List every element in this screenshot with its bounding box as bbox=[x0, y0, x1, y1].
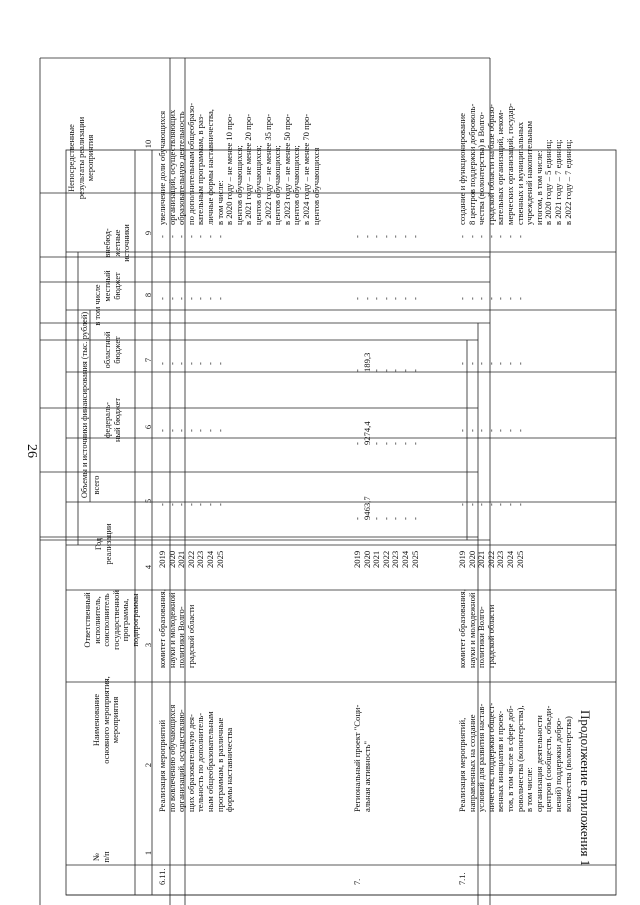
row-2-name-line: нений) поддержки добро- bbox=[552, 717, 563, 812]
row-0-result-line: вательным программам, в раз- bbox=[195, 113, 206, 225]
row-0-local-line: - bbox=[214, 297, 225, 300]
header-federal: федераль- ный бюджет bbox=[103, 397, 122, 443]
row-1-extra-line: - bbox=[352, 235, 362, 238]
row-0-local-line: - bbox=[195, 297, 206, 300]
header-total: всего bbox=[92, 475, 101, 495]
header-including: в том числе bbox=[93, 284, 102, 326]
row-2-local-line: - bbox=[457, 297, 467, 300]
row-2-total-line: - bbox=[457, 503, 467, 506]
row-6-11-num: 6.11. bbox=[158, 868, 167, 885]
row-0-result-line: центов обучающихся; bbox=[272, 145, 283, 225]
row-0-name-line: организаций, осуществляю- bbox=[176, 709, 187, 812]
row-1-years-line: 2020 bbox=[361, 550, 372, 568]
row-0-result-line: в 2024 году – не менее 70 про- bbox=[300, 113, 311, 225]
row-0-regional-line: - bbox=[195, 362, 206, 365]
row-0-name-line: щих образовательную дея- bbox=[185, 714, 196, 812]
row-0-total-line: - bbox=[166, 503, 177, 506]
row-0-local-line: - bbox=[176, 297, 187, 300]
row-0-name-line: тельность по дополнитель- bbox=[195, 712, 206, 812]
row-1-local-line: - bbox=[399, 297, 410, 300]
row-0-total-line: - bbox=[176, 503, 187, 506]
row-1-years-line: 2019 bbox=[352, 550, 362, 568]
row-2-executor-line: градской области bbox=[485, 604, 496, 668]
row-0-executor-line: градской области bbox=[185, 604, 196, 668]
row-0-name-line: формы наставничества bbox=[224, 727, 235, 812]
row-2-extra-line: - bbox=[495, 235, 506, 238]
row-2-result-line: градской области на базе образо- bbox=[485, 104, 496, 225]
row-2-name-line: организация деятельности bbox=[533, 715, 544, 812]
row-0-result-line: организаций, осуществляющих bbox=[166, 109, 177, 225]
colnum-1: 1 bbox=[144, 850, 153, 856]
row-0-years-line: 2021 bbox=[176, 550, 187, 568]
row-2-regional-line: - bbox=[476, 362, 487, 365]
colnum-3: 3 bbox=[144, 642, 153, 648]
row-1-years-line: 2023 bbox=[390, 550, 401, 568]
row-2-extra-line: - bbox=[514, 235, 525, 238]
row-1-federal-line: - bbox=[352, 442, 362, 445]
row-2-total-line: - bbox=[504, 503, 515, 506]
row-2-extra-line: - bbox=[485, 235, 496, 238]
row-0-regional-line: - bbox=[204, 362, 215, 365]
row-2-years-line: 2021 bbox=[476, 550, 487, 568]
row-1-local-line: - bbox=[371, 297, 382, 300]
row-1-regional-line: - bbox=[399, 369, 410, 372]
row-1-local-line: - bbox=[380, 297, 391, 300]
row-0-result-line: центов обучающихся bbox=[310, 147, 321, 225]
row-0-executor-line: комитет образования, bbox=[157, 589, 167, 668]
row-2-federal-line: - bbox=[504, 429, 515, 432]
row-2-extra-line: - bbox=[504, 235, 515, 238]
header-executor: Ответственный исполнитель, соисполнитель государственной программы, подпрограммы bbox=[83, 590, 140, 650]
row-0-total-line: - bbox=[185, 503, 196, 506]
page-number: 26 bbox=[24, 444, 39, 458]
row-2-total-line: - bbox=[476, 503, 487, 506]
row-2-total-line: - bbox=[514, 503, 525, 506]
row-1-total-line: - bbox=[352, 517, 362, 520]
row-2-result-line: ственных и муниципальных bbox=[514, 121, 525, 225]
row-2-federal-line: - bbox=[514, 429, 525, 432]
row-2-federal-line: - bbox=[485, 429, 496, 432]
row-2-result-line: итогом, в том числе: bbox=[533, 150, 544, 225]
row-1-federal-line: - bbox=[380, 442, 391, 445]
row-0-years-line: 2022 bbox=[185, 550, 196, 568]
row-0-extra-line: - bbox=[195, 235, 206, 238]
row-0-result-line: образовательную деятельность bbox=[176, 111, 187, 225]
row-0-name-line: Реализация мероприятий bbox=[157, 719, 167, 812]
row-0-result-line: в 2021 году – не менее 20 про- bbox=[243, 113, 254, 225]
row-2-result-line: мерческих организаций, государ- bbox=[504, 103, 515, 225]
row-2-name-line: вольчества (волонтерства) bbox=[562, 716, 573, 812]
row-1-years-line: 2024 bbox=[399, 550, 410, 568]
row-0-result-line: по дополнительным общеобразо- bbox=[185, 102, 196, 225]
row-0-regional-line: - bbox=[157, 362, 167, 365]
row-2-extra-line: - bbox=[476, 235, 487, 238]
header-name: Наименование основного мероприятия, мероприятия bbox=[92, 676, 121, 764]
row-0-total-line: - bbox=[195, 503, 206, 506]
row-2-federal-line: - bbox=[457, 429, 467, 432]
row-2-result-line: 8 центров поддержки доброволь- bbox=[466, 103, 477, 225]
row-1-local-line: - bbox=[409, 297, 420, 300]
header-local: местный бюджет bbox=[103, 270, 122, 302]
row-1-total-line: - bbox=[371, 517, 382, 520]
row-0-regional-line: - bbox=[185, 362, 196, 365]
row-0-extra-line: - bbox=[214, 235, 225, 238]
row-0-result-line: в 2020 году – не менее 10 про- bbox=[224, 113, 235, 225]
row-2-total-line: - bbox=[485, 503, 496, 506]
row-2-extra-line: - bbox=[466, 235, 477, 238]
row-0-result-line: увеличение доли обучающихся bbox=[157, 110, 167, 225]
row-1-regional-line: - bbox=[380, 369, 391, 372]
row-2-years-line: 2019 bbox=[457, 550, 467, 568]
row-0-federal-line: - bbox=[185, 429, 196, 432]
row-1-local-line: - bbox=[352, 297, 362, 300]
row-0-total-line: - bbox=[214, 503, 225, 506]
row-1-extra-line: - bbox=[399, 235, 410, 238]
header-result: Непосредственные результаты реализации мероприятия bbox=[67, 116, 96, 200]
row-0-extra-line: - bbox=[157, 235, 167, 238]
row-2-years-line: 2024 bbox=[504, 550, 515, 568]
row-0-result-line: личные формы наставничества, bbox=[204, 109, 215, 225]
row-2-result-line: в 2020 году – 5 единиц; bbox=[543, 139, 554, 225]
row-0-federal-line: - bbox=[166, 429, 177, 432]
row-0-federal-line: - bbox=[214, 429, 225, 432]
row-0-executor-line: политики Волго- bbox=[176, 606, 187, 668]
row-2-regional-line: - bbox=[485, 362, 496, 365]
row-2-result-line: в 2021 году – 7 единиц; bbox=[552, 139, 563, 225]
row-0-local-line: - bbox=[204, 297, 215, 300]
row-2-regional-line: - bbox=[466, 362, 477, 365]
row-2-federal-line: - bbox=[495, 429, 506, 432]
row-2-executor-line: политики Волго- bbox=[476, 606, 487, 668]
row-0-federal-line: - bbox=[204, 429, 215, 432]
row-2-federal-line: - bbox=[466, 429, 477, 432]
row-7-num: 7. bbox=[353, 878, 362, 885]
row-0-federal-line: - bbox=[176, 429, 187, 432]
continuation-label: Продолжение приложения 1 bbox=[578, 710, 593, 867]
row-2-result-line: чества (волонтерства) в Волго- bbox=[476, 111, 487, 225]
row-2-name-line: в том числе: bbox=[524, 767, 535, 812]
row-1-federal-line: - bbox=[390, 442, 401, 445]
row-0-extra-line: - bbox=[166, 235, 177, 238]
row-0-federal-line: - bbox=[157, 429, 167, 432]
row-2-extra-line: - bbox=[457, 235, 467, 238]
row-1-federal-line: - bbox=[399, 442, 410, 445]
row-2-total-line: - bbox=[495, 503, 506, 506]
row-0-regional-line: - bbox=[176, 362, 187, 365]
row-0-result-line: центов обучающихся; bbox=[291, 145, 302, 225]
row-0-regional-line: - bbox=[166, 362, 177, 365]
row-2-local-line: - bbox=[504, 297, 515, 300]
row-0-name-line: ным общеобразовательным bbox=[204, 711, 215, 812]
header-extra: внебюд- жетные источники bbox=[103, 224, 132, 262]
row-2-local-line: - bbox=[495, 297, 506, 300]
row-2-years-line: 2020 bbox=[466, 550, 477, 568]
colnum-8: 8 bbox=[144, 292, 153, 298]
row-2-name-line: венных инициатив и проек- bbox=[495, 710, 506, 812]
row-0-total-line: - bbox=[157, 503, 167, 506]
row-2-regional-line: - bbox=[504, 362, 515, 365]
row-0-name-line: по вовлечению обучающихся bbox=[166, 704, 177, 812]
row-1-total-line: - bbox=[399, 517, 410, 520]
row-2-name-line: центров (сообществ, объеди- bbox=[543, 705, 554, 812]
row-2-regional-line: - bbox=[514, 362, 525, 365]
row-2-local-line: - bbox=[485, 297, 496, 300]
row-0-years-line: 2025 bbox=[214, 550, 225, 568]
row-2-years-line: 2025 bbox=[514, 550, 525, 568]
row-0-result-line: центов обучающихся; bbox=[252, 145, 263, 225]
header-funding: Объемы и источники финансирования (тыс. рублей) bbox=[80, 311, 89, 499]
row-7-1-num: 7.1. bbox=[458, 872, 467, 885]
row-0-extra-line: - bbox=[185, 235, 196, 238]
row-1-regional-line: - bbox=[371, 369, 382, 372]
header-year: Год реализации bbox=[94, 523, 113, 565]
row-0-local-line: - bbox=[157, 297, 167, 300]
row-1-regional-line: - bbox=[352, 369, 362, 372]
row-1-name-line: Региональный проект "Соци- bbox=[352, 704, 362, 812]
row-0-extra-line: - bbox=[204, 235, 215, 238]
row-1-regional-line: - bbox=[409, 369, 420, 372]
row-1-total-line: - bbox=[409, 517, 420, 520]
row-2-local-line: - bbox=[476, 297, 487, 300]
row-2-name-line: ничества, поддержки общест- bbox=[485, 702, 496, 812]
row-1-regional-line: - bbox=[390, 369, 401, 372]
row-0-regional-line: - bbox=[214, 362, 225, 365]
row-0-extra-line: - bbox=[176, 235, 187, 238]
row-0-executor-line: науки и молодежной bbox=[166, 592, 177, 668]
row-0-name-line: программам, в различные bbox=[214, 717, 225, 812]
row-2-regional-line: - bbox=[495, 362, 506, 365]
row-1-federal-line: - bbox=[409, 442, 420, 445]
colnum-2: 2 bbox=[144, 762, 153, 768]
row-0-total-line: - bbox=[204, 503, 215, 506]
row-2-name-line: ровольчества (волонтерства), bbox=[514, 705, 525, 812]
row-1-years-line: 2021 bbox=[371, 550, 382, 568]
row-0-result-line: в 2022 году – не менее 35 про- bbox=[262, 113, 273, 225]
row-2-local-line: - bbox=[466, 297, 477, 300]
row-2-executor-line: науки и молодежной bbox=[466, 592, 477, 668]
row-2-name-line: условий для развития настав- bbox=[476, 703, 487, 812]
row-1-extra-line: - bbox=[390, 235, 401, 238]
row-2-executor-line: комитет образования, bbox=[457, 589, 467, 668]
row-2-name-line: тов, в том числе в сфере доб- bbox=[504, 705, 515, 812]
row-0-local-line: - bbox=[185, 297, 196, 300]
row-1-local-line: - bbox=[390, 297, 401, 300]
row-2-years-line: 2023 bbox=[495, 550, 506, 568]
colnum-4: 4 bbox=[144, 564, 153, 570]
colnum-10: 10 bbox=[144, 139, 153, 149]
row-2-federal-line: - bbox=[476, 429, 487, 432]
row-1-extra-line: - bbox=[380, 235, 391, 238]
row-0-years-line: 2024 bbox=[204, 550, 215, 568]
row-1-total-line: 9463,7 bbox=[361, 496, 372, 520]
row-0-federal-line: - bbox=[195, 429, 206, 432]
row-1-federal-line: 9274,4 bbox=[361, 421, 372, 445]
colnum-7: 7 bbox=[144, 357, 153, 363]
row-1-extra-line: - bbox=[371, 235, 382, 238]
row-2-result-line: создание и функционирование bbox=[457, 113, 467, 225]
row-1-name-line: альная активность" bbox=[361, 740, 372, 812]
colnum-6: 6 bbox=[144, 424, 153, 430]
header-regional: областной бюджет bbox=[103, 331, 122, 369]
colnum-9: 9 bbox=[144, 230, 153, 236]
row-1-federal-line: - bbox=[371, 442, 382, 445]
row-2-local-line: - bbox=[514, 297, 525, 300]
row-1-local-line: - bbox=[361, 297, 372, 300]
row-2-name-line: Реализация мероприятий, bbox=[457, 717, 467, 812]
row-2-regional-line: - bbox=[457, 362, 467, 365]
row-1-regional-line: 189,3 bbox=[361, 352, 372, 372]
row-2-total-line: - bbox=[466, 503, 477, 506]
row-1-extra-line: - bbox=[409, 235, 420, 238]
row-1-years-line: 2022 bbox=[380, 550, 391, 568]
row-1-total-line: - bbox=[390, 517, 401, 520]
row-2-result-line: в 2022 году – 7 единиц; bbox=[562, 139, 573, 225]
row-1-extra-line: - bbox=[361, 235, 372, 238]
row-1-years-line: 2025 bbox=[409, 550, 420, 568]
row-2-result-line: учреждений накопительным bbox=[524, 120, 535, 225]
row-2-years-line: 2022 bbox=[485, 550, 496, 568]
row-0-local-line: - bbox=[166, 297, 177, 300]
row-0-years-line: 2019 bbox=[157, 550, 167, 568]
row-2-name-line: направленных на создание bbox=[466, 714, 477, 812]
row-2-result-line: вательных организаций, неком- bbox=[495, 109, 506, 225]
row-1-total-line: - bbox=[380, 517, 391, 520]
row-0-result-line: центов обучающихся; bbox=[233, 145, 244, 225]
row-0-result-line: в том числе: bbox=[214, 180, 225, 225]
header-num: № п/п bbox=[92, 851, 111, 863]
colnum-5: 5 bbox=[144, 498, 153, 504]
row-0-years-line: 2020 bbox=[166, 550, 177, 568]
row-0-result-line: в 2023 году – не менее 50 про- bbox=[281, 113, 292, 225]
row-0-years-line: 2023 bbox=[195, 550, 206, 568]
